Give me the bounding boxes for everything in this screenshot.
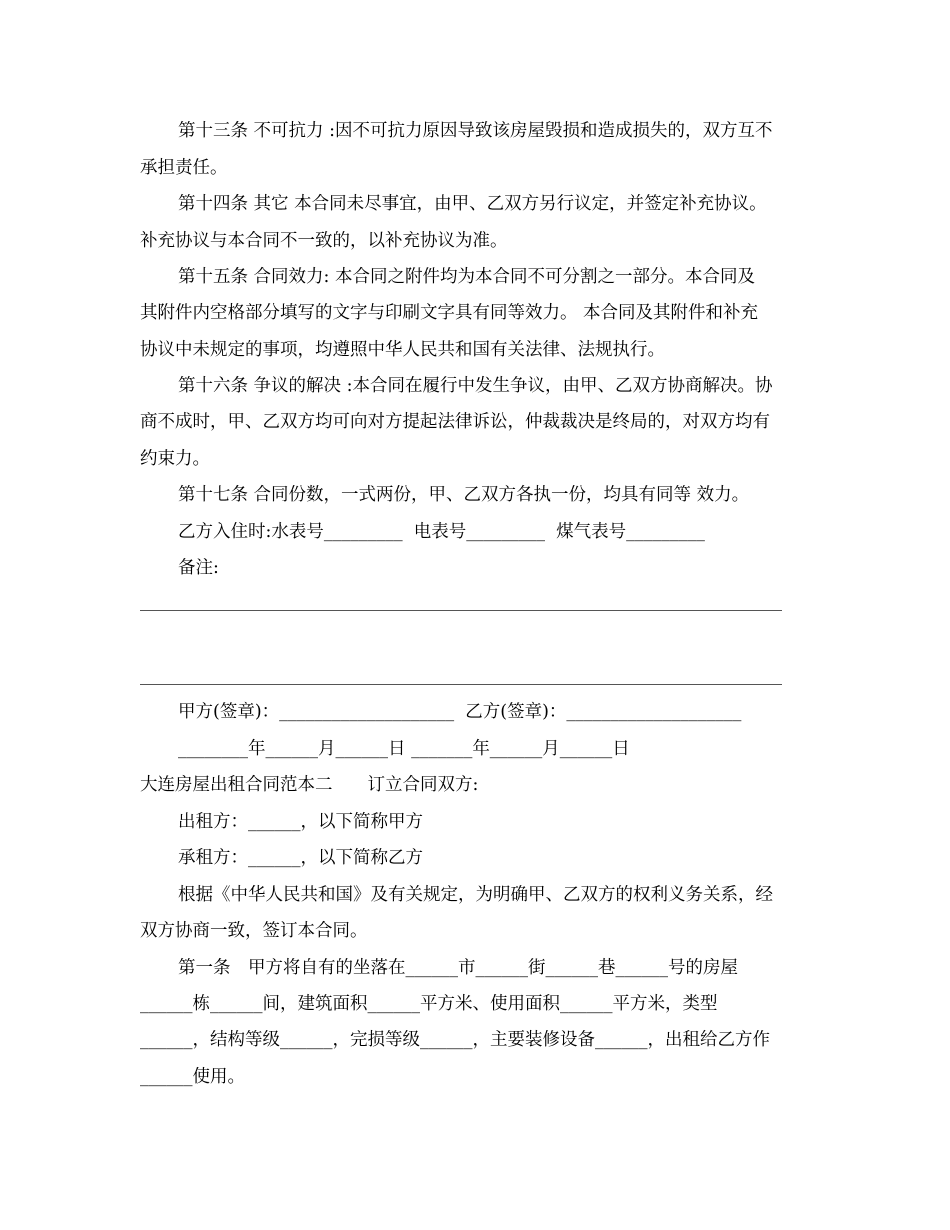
remarks-rule (140, 684, 782, 685)
text-line: 备注: (178, 558, 219, 578)
text-line: 出租方：______，以下简称甲方 (178, 812, 423, 832)
text-line: 承担责任。 (140, 158, 228, 178)
remarks-rule (140, 610, 782, 611)
text-line: 第十七条 合同份数，一式两份，甲、乙双方各执一份，均具有同等 效力。 (178, 485, 750, 505)
date-line: ________年______月______日 _______年______月______日 (178, 739, 630, 759)
text-line: ______使用。 (140, 1067, 245, 1087)
text-line: 乙方入住时:水表号_________ 电表号_________ 煤气表号_________ (178, 522, 705, 542)
text-line: 第一条 甲方将自有的坐落在______市______街______巷______号的房屋 (178, 958, 738, 978)
text-line: 第十四条 其它 本合同未尽事宜，由甲、乙双方另行议定，并签定补充协议。 (178, 194, 767, 214)
text-line: 第十五条 合同效力: 本合同之附件均为本合同不可分割之一部分。本合同及 (178, 267, 756, 287)
text-line: 根据《中华人民共和国》及有关规定，为明确甲、乙双方的权利义务关系，经 (178, 885, 773, 905)
section-title: 大连房屋出租合同范本二 订立合同双方: (140, 775, 479, 795)
text-line: 协议中未规定的事项，均遵照中华人民共和国有关法律、法规执行。 (140, 340, 665, 360)
text-line: ______，结构等级______，完损等级______，主要装修设备______，出租给乙方作 (140, 1030, 770, 1050)
text-line: 第十六条 争议的解决 :本合同在履行中发生争议，由甲、乙双方协商解决。协 (178, 376, 773, 396)
text-line: ______栋______间，建筑面积______平方米、使用面积______平方米，类型 (140, 994, 718, 1014)
text-line: 承租方：______，以下简称乙方 (178, 848, 423, 868)
signature-line: 甲方(签章)：____________________ 乙方(签章)：____________________ (178, 702, 742, 722)
text-line: 双方协商一致，签订本合同。 (140, 921, 368, 941)
text-line: 第十三条 不可抗力 :因不可抗力原因导致该房屋毁损和造成损失的，双方互不 (178, 121, 773, 141)
text-line: 约束力。 (140, 449, 210, 469)
text-line: 商不成时，甲、乙双方均可向对方提起法律诉讼，仲裁裁决是终局的，对双方均有 (140, 412, 770, 432)
text-line: 其附件内空格部分填写的文字与印刷文字具有同等效力。 本合同及其附件和补充 (140, 303, 759, 323)
text-line: 补充协议与本合同不一致的，以补充协议为准。 (140, 231, 508, 251)
